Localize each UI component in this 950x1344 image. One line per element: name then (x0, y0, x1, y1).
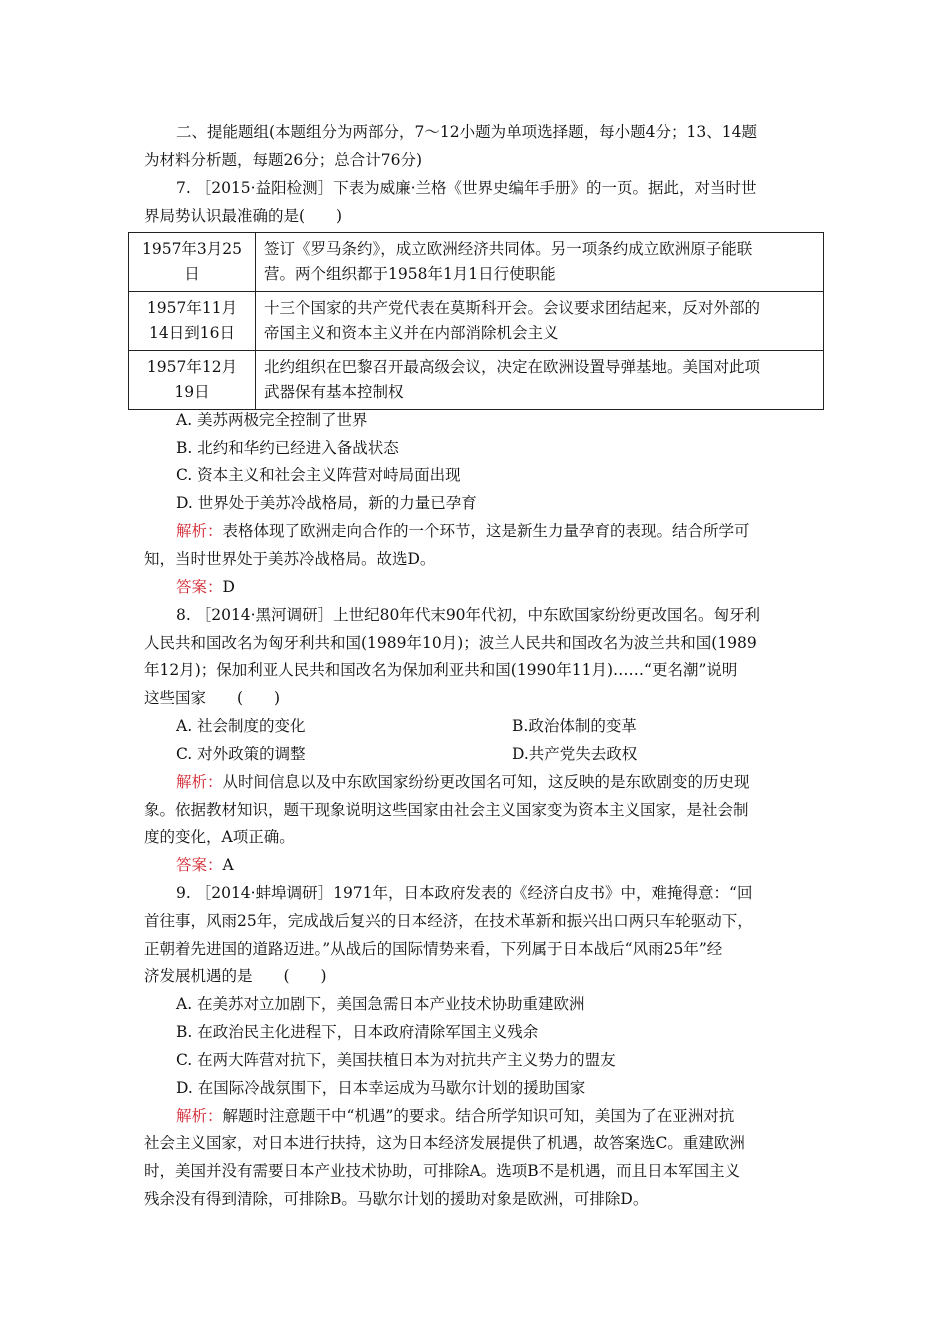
q7-option-a: A. 美苏两极完全控制了世界 (176, 411, 368, 429)
answer-label: 答案： (176, 856, 223, 874)
q7-stem: 7. ［2015·益阳检测］下表为威廉·兰格《世界史编年手册》的一页。据此，对当时世 (176, 179, 757, 197)
table-row (129, 233, 824, 292)
q8-answer: 答案：A (176, 856, 234, 874)
q7-answer: 答案：D (176, 578, 235, 596)
q9-option-a: A. 在美苏对立加剧下，美国急需日本产业技术协助重建欧洲 (176, 995, 585, 1013)
q8-stem-cont: 年12月)；保加利亚人民共和国改名为保加利亚共和国(1990年11月)……“更名潮”说明 (144, 661, 738, 679)
q9-option-b: B. 在政治民主化进程下，日本政府清除军国主义残余 (176, 1023, 539, 1041)
analysis-label: 解析： (176, 1107, 223, 1125)
q8-option-a: A. 社会制度的变化 (176, 717, 306, 735)
analysis-label: 解析： (176, 522, 223, 540)
section-heading-cont: 为材料分析题，每题26分；总合计76分) (144, 151, 422, 169)
q8-analysis: 解析：从时间信息以及中东欧国家纷纷更改国名可知，这反映的是东欧剧变的历史现 (176, 773, 750, 791)
q7-analysis: 解析：表格体现了欧洲走向合作的一个环节，这是新生力量孕育的表现。结合所学可 (176, 522, 750, 540)
q9-stem: 9. ［2014·蚌埠调研］1971年，日本政府发表的《经济白皮书》中，难掩得意：“回 (176, 884, 753, 902)
analysis-label: 解析： (176, 773, 223, 791)
q9-stem-cont: 首往事，风雨25年，完成战后复兴的日本经济，在技术革新和振兴出口两只车轮驱动下， (144, 912, 753, 930)
table-event-cell: 十三个国家的共产党代表在莫斯科开会。会议要求团结起来，反对外部的 帝国主义和资本主义并在内部消除机会主义 (256, 292, 824, 351)
q7-option-c: C. 资本主义和社会主义阵营对峙局面出现 (176, 466, 461, 484)
table-date-cell: 1957年12月 19日 (129, 351, 256, 410)
table-row (129, 292, 824, 351)
q8-analysis-cont: 象。依据教材知识，题干现象说明这些国家由社会主义国家变为资本主义国家，是社会制 (144, 801, 749, 819)
q7-stem-cont: 界局势认识最准确的是( ) (144, 207, 343, 225)
q8-option-c: C. 对外政策的调整 (176, 745, 306, 763)
q8-analysis-cont: 度的变化，A项正确。 (144, 828, 295, 846)
q9-analysis-cont: 社会主义国家，对日本进行扶持，这为日本经济发展提供了机遇，故答案选C。重建欧洲 (144, 1134, 745, 1152)
q8-stem-cont: 人民共和国改名为匈牙利共和国(1989年10月)；波兰人民共和国改名为波兰共和国(1989 (144, 634, 757, 652)
answer-label: 答案： (176, 578, 223, 596)
q9-analysis: 解析：解题时注意题干中“机遇”的要求。结合所学知识可知，美国为了在亚洲对抗 (176, 1107, 735, 1125)
table-event-cell: 签订《罗马条约》，成立欧洲经济共同体。另一项条约成立欧洲原子能联 营。两个组织都于1958年1月1日行使职能 (256, 233, 824, 292)
q9-analysis-cont: 残余没有得到清除，可排除B。马歇尔计划的援助对象是欧洲，可排除D。 (144, 1190, 649, 1208)
q8-stem: 8. ［2014·黑河调研］上世纪80年代末90年代初，中东欧国家纷纷更改国名。匈牙利 (176, 606, 761, 624)
section-heading: 二、提能题组(本题组分为两部分，7～12小题为单项选择题，每小题4分；13、14题 (176, 123, 757, 141)
q9-option-c: C. 在两大阵营对抗下，美国扶植日本为对抗共产主义势力的盟友 (176, 1051, 616, 1069)
q7-table (128, 232, 824, 410)
q9-stem-cont: 正朝着先进国的道路迈进。”从战后的国际情势来看，下列属于日本战后“风雨25年”经 (144, 940, 723, 958)
q7-analysis-cont: 知，当时世界处于美苏冷战格局。故选D。 (144, 550, 436, 568)
table-date-cell: 1957年3月25 日 (129, 233, 256, 292)
q9-analysis-cont: 时，美国并没有需要日本产业技术协助，可排除A。选项B不是机遇，而且日本军国主义 (144, 1162, 741, 1180)
table-date-cell: 1957年11月 14日到16日 (129, 292, 256, 351)
q7-option-b: B. 北约和华约已经进入备战状态 (176, 439, 399, 457)
q8-option-b: B.政治体制的变革 (512, 717, 637, 735)
table-row (129, 351, 824, 410)
q9-option-d: D. 在国际冷战氛围下，日本幸运成为马歇尔计划的援助国家 (176, 1079, 586, 1097)
table-event-cell: 北约组织在巴黎召开最高级会议，决定在欧洲设置导弹基地。美国对此项 武器保有基本控制权 (256, 351, 824, 410)
q7-option-d: D. 世界处于美苏冷战格局，新的力量已孕育 (176, 494, 477, 512)
q8-stem-cont: 这些国家 ( ) (144, 689, 281, 707)
q8-option-d: D.共产党失去政权 (512, 745, 638, 763)
q9-stem-cont: 济发展机遇的是 ( ) (144, 967, 327, 985)
